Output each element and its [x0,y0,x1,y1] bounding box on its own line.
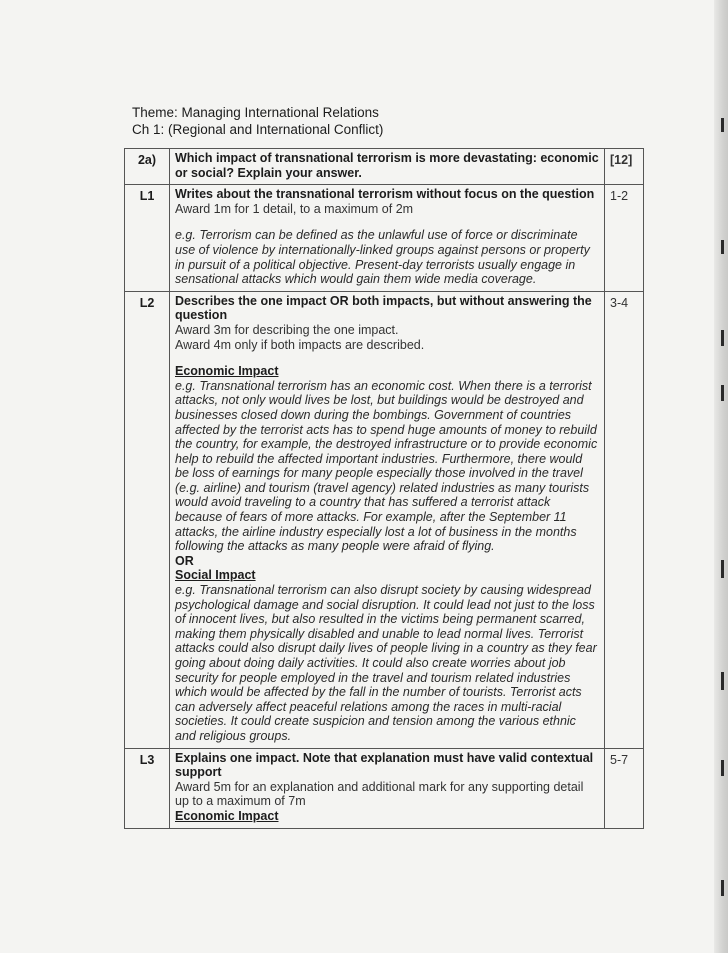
economic-impact-heading: Economic Impact [175,364,279,379]
question-text: Which impact of transnational terrorism is more devastating: economic or social? Explain your answer. [170,149,605,185]
award-note: Award 5m for an explanation and additional mark for any supporting detail up to a maximum of 7m [175,779,584,809]
scan-edge [714,0,728,953]
marking-scheme-table [124,148,644,829]
scan-mark [721,760,724,776]
award-note: Award 4m only if both impacts are described. [175,337,425,352]
level-descriptor [170,748,605,828]
scan-mark [721,385,724,401]
level-marks: 1-2 [605,185,644,292]
level-label: L2 [125,291,170,748]
level-heading: Explains one impact. Note that explanation must have valid contextual support [175,750,594,780]
level-label: L3 [125,748,170,828]
scan-mark [721,560,724,578]
level-heading: Describes the one impact OR both impacts, but without answering the question [175,293,592,323]
question-row [125,149,644,185]
social-example: e.g. Transnational terrorism can also disrupt society by causing widespread psychological damage and social disruption. It could lead not just to the loss of innocent lives, but also resulted in the victims being permanent scarred, making them physically disabled and unable to lead normal lives. Terrorist attacks could also disrupt daily lives of people living in a country as they fear going about doing daily activities. It could also create worries about job security for people employed in the travel and tourism related industries which would be affected by the fall in the number of tourists. Terrorist acts can adversely affect peaceful relations among the races in multi-racial societies. It could create suspicion and tension among the various ethnic and religious groups. [175,583,597,743]
social-impact-heading: Social Impact [175,568,256,583]
award-note: Award 1m for 1 detail, to a maximum of 2m [175,201,414,216]
question-marks: [12] [605,149,644,185]
economic-example: e.g. Transnational terrorism has an economic cost. When there is a terrorist attacks, not only would lives be lost, but buildings would be destroyed and businesses closed down during the bombings. Government of countries affected by the terrorist acts has to spend huge amounts of money to rebuild the country, for example, the destroyed infrastructure or to provide economic help to rebuild the affected important industries. Furthermore, there would be loss of earnings for many people especially those involved in the travel (e.g. airline) and tourism (travel agency) related industries as many tourists would avoid traveling to a country that has suffered a terrorist attack because of fears of more attacks. For example, after the September 11 attacks, the airline industry especially lost a lot of business in the months following the attacks as many people were afraid of flying. [175,378,598,554]
level-descriptor [170,185,605,292]
theme-line: Theme: Managing International Relations [132,105,379,120]
level-label: L1 [125,185,170,292]
scan-mark [721,240,724,254]
scan-mark [721,330,724,346]
level-row-l2 [125,291,644,748]
level-row-l3 [125,748,644,828]
or-separator: OR [175,553,194,568]
scan-mark [721,118,724,132]
question-number: 2a) [125,149,170,185]
level-heading: Writes about the transnational terrorism without focus on the question [175,187,595,202]
scan-mark [721,672,724,690]
example-answer: e.g. Terrorism can be defined as the unlawful use of force or discriminate use of violence by internationally-linked groups against persons or property in pursuit of a political objective. Present-day terrorists usually engage in sensational attacks which would gain them wide media coverage. [175,228,590,287]
level-descriptor [170,291,605,748]
award-note: Award 3m for describing the one impact. [175,322,399,337]
level-row-l1 [125,185,644,292]
chapter-line: Ch 1: (Regional and International Conflict) [132,122,384,137]
document-header [132,104,383,138]
economic-impact-heading: Economic Impact [175,808,279,823]
level-marks: 5-7 [605,748,644,828]
level-marks: 3-4 [605,291,644,748]
scan-mark [721,880,724,896]
